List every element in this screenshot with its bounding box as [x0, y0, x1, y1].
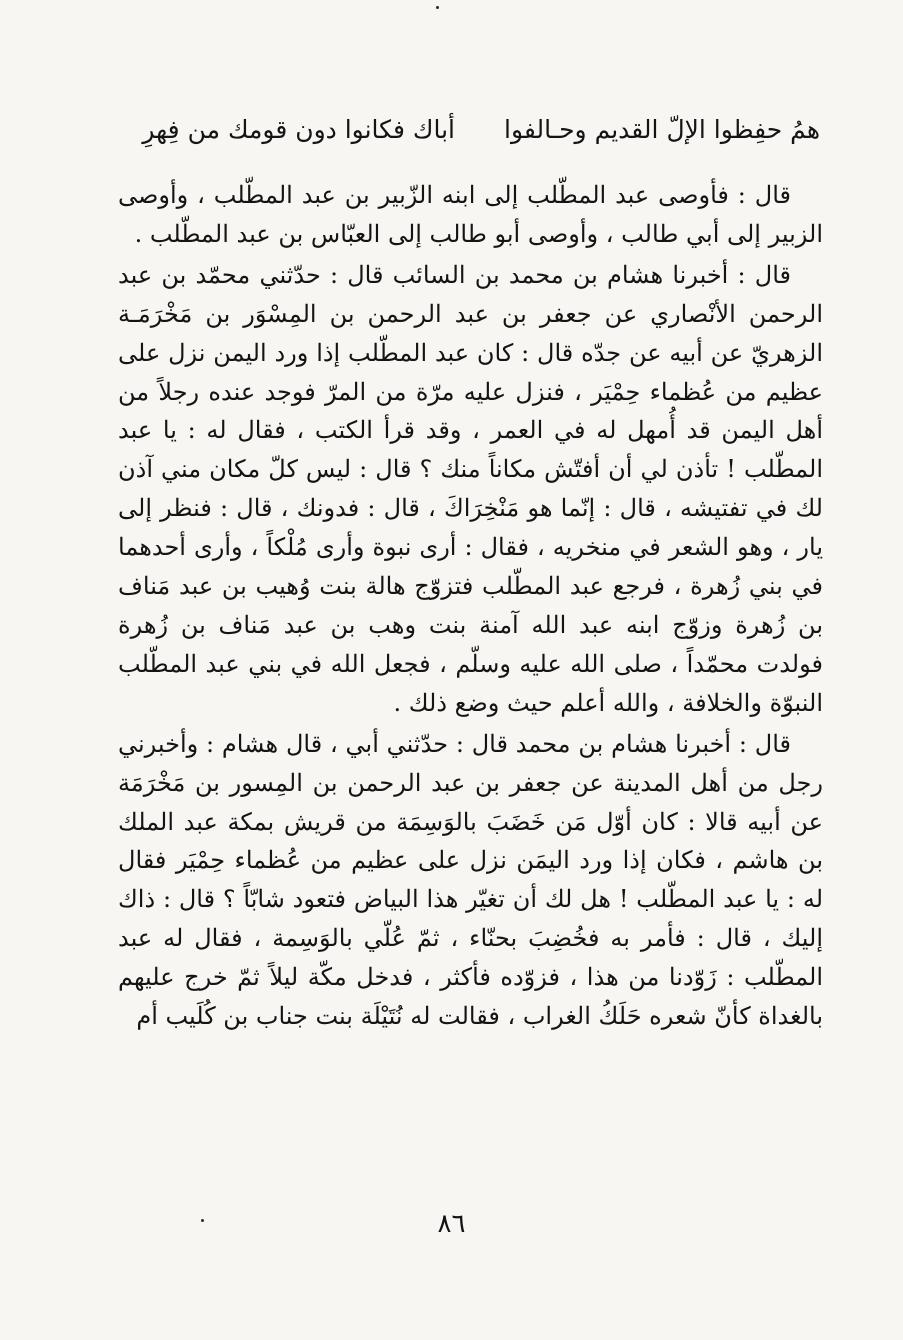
verse-first-hemistich: همُ حفِظوا الإلّ القديم وحـالفوا — [504, 115, 820, 144]
ink-speck — [436, 6, 439, 9]
paragraph-3: قال : أخبرنا هشام بن محمد قال : حدّثني أبي ، قال هشام : وأخبرني رجل من أهل المدينة عن جعفر بن عبد الرحمن بن المِسور بن مَخْرَمَة عن أبيه قالا : كان أوّل مَن خَضَبَ بالوَسِمَة من قريش بمكة عبد الملك بن هاشم ، فكان إذا ورد اليمَن نزل على عظيم من عُظماء حِمْيَر فقال له : يا عبد المطّلب ! هل لك أن تغيّر هذا البياض فتعود شابّاً ؟ قال : ذاك إليك ، قال : فأمر به فخُضِبَ بحنّاء ، ثمّ عُلّي بالوَسِمة ، فقال له عبد المطّلب : زَوّدنا من هذا ، فزوّده فأكثر ، فدخل مكّة ليلاً ثمّ خرج عليهم بالغداة كأنّ شعره حَلَكُ الغراب ، فقالت له نُتَيْلَة بنت جناب بن كُلَيب أم — [118, 729, 824, 1031]
poetry-verse — [120, 108, 820, 152]
body-text — [118, 176, 823, 1038]
page-number: ٨٦ — [437, 1209, 466, 1239]
paragraph-1: قال : فأوصى عبد المطّلب إلى ابنه الزّبير بن عبد المطّلب ، وأوصى الزبير إلى أبي طالب ، وأوصى أبو طالب إلى العبّاس بن عبد المطّلب . — [118, 181, 823, 248]
paragraph-2: قال : أخبرنا هشام بن محمد بن السائب قال : حدّثني محمّد بن عبد الرحمن الأنْصاري عن جعفر بن عبد الرحمن بن المِسْوَر بن مَخْرَمَـة الزهريّ عن أبيه عن جدّه قال : كان عبد المطّلب إذا ورد اليمن نزل على عظيم من عُظماء حِمْيَر ، فنزل عليه مرّة من المرّ فوجد عنده رجلاً من أهل اليمن قد أُمهل له في العمر ، وقد قرأ الكتب ، فقال له : يا عبد المطّلب ! تأذن لي أن أفتّش مكاناً منك ؟ قال : ليس كلّ مكان مني آذن لك في تفتيشه ، قال : إنّما هو مَنْخِرَاكَ ، قال : فدونك ، قال : فنظر إلى يار ، وهو الشعر في منخريه ، فقال : أرى نبوة وأرى مُلْكاً ، وأرى أحدهما في بني زُهرة ، فرجع عبد المطّلب فتزوّج هالة بنت وُهيب بن عبد مَناف بن زُهرة وزوّج ابنه عبد الله آمنة بنت وهب بن عبد مَناف بن زُهرة فولدت محمّداً ، صلى الله عليه وسلّم ، فجعل الله في بني عبد المطّلب النبوّة والخلافة ، والله أعلم حيث وضع ذلك . — [118, 260, 823, 717]
verse-second-hemistich: أباك فكانوا دون قومك من فِهرِ — [142, 115, 455, 144]
ink-speck — [201, 1219, 204, 1222]
